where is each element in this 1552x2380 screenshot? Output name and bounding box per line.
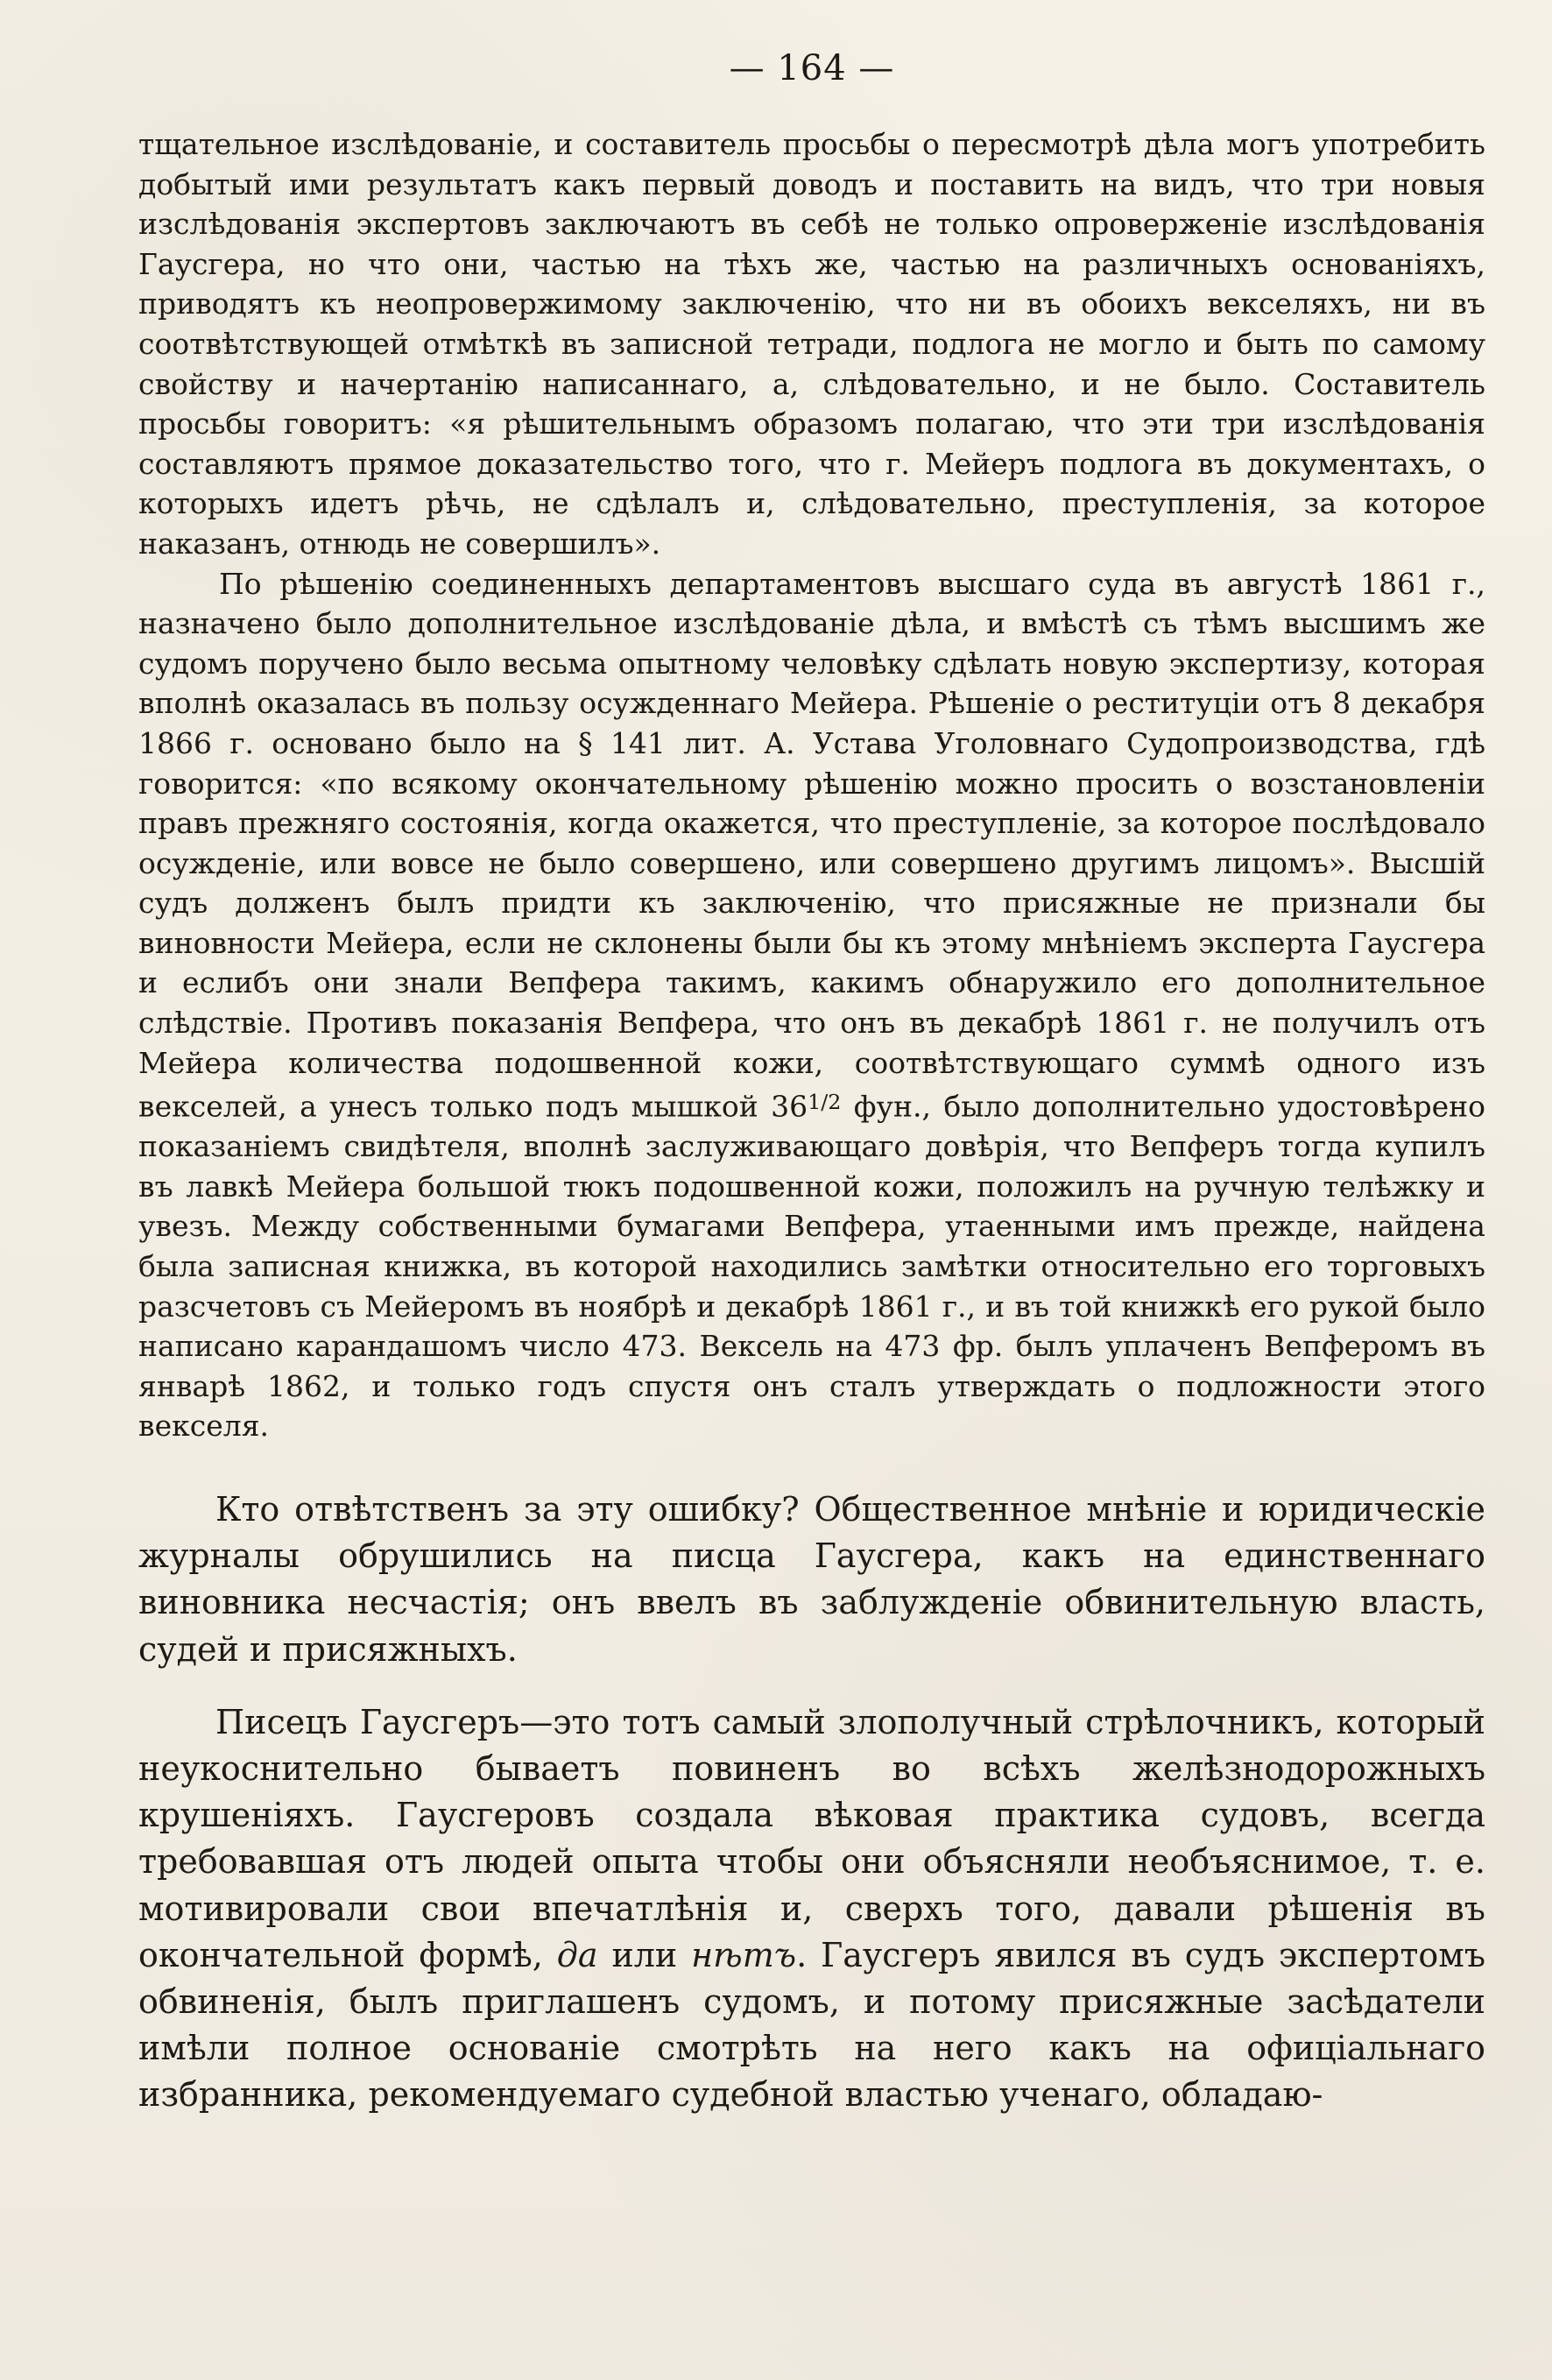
italic-word: да [556,1935,598,1974]
paragraph-responsibility: Кто отвѣтственъ за эту ошибку? Общественное мнѣніе и юридическіе журналы обрушились на писца Гаусгера, какъ на единственнаго виновника несчастія; онъ ввелъ въ заблужденіе обвинительную власть, судей и присяжныхъ. [138,1489,1485,1669]
small-print-section [138,124,1485,1446]
paragraph-continuation: тщательное изслѣдованіе, и составитель просьбы о пересмотрѣ дѣла могъ употребить добытый ими результатъ какъ первый доводъ и поставить на видъ, что три новыя изслѣдованія экспертовъ заключаютъ въ себѣ не только опроверженіе изслѣдованія Гаусгера, но что они, частью на тѣхъ же, частью на различныхъ основаніяхъ, приводятъ къ неопровержимому заключенію, что ни въ обоихъ векселяхъ, ни въ соотвѣтствующей отмѣткѣ въ записной тетради, подлога не могло и быть по самому свойству и начертанію написаннаго, а, слѣдовательно, и не было. Составитель просьбы говоритъ: «я рѣшительнымъ образомъ полагаю, что эти три изслѣдованія составляютъ прямое доказательство того, что г. Мейеръ подлога въ документахъ, о которыхъ идетъ рѣчь, не сдѣлалъ и, слѣдовательно, преступленія, за которое наказанъ, отнюдь не совершилъ». [138,127,1485,561]
paragraph-text: По рѣшенію соединенныхъ департаментовъ высшаго суда въ августѣ 1861 г., назначено было дополнительное изслѣдованіе дѣла, и вмѣстѣ съ тѣмъ высшимъ же судомъ поручено было весьма опытному человѣку сдѣлать новую экспертизу, которая вполнѣ оказалась въ пользу осужденнаго Мейера. Рѣшеніе о реституціи отъ 8 декабря 1866 г. основано было на § 141 лит. А. Устава Уголовнаго Судопроизводства, гдѣ говорится: «по всякому окончательному рѣшенію можно просить о возстановленіи правъ прежняго состоянія, когда окажется, что преступленіе, за которое послѣдовало осужденіе, или вовсе не было совершено, или совершено другимъ лицомъ». Высшій судъ долженъ былъ придти къ заключенію, что присяжные не признали бы виновности Мейера, если не склонены были бы къ этому мнѣніемъ эксперта Гаусгера и еслибъ они знали Вепфера такимъ, какимъ обнаружило его дополнительное слѣдствіе. Противъ показанія Вепфера, что онъ въ декабрѣ 1861 г. не получилъ отъ Мейера количества подошвенной кожи, соотвѣтствующаго суммѣ одного изъ векселей, а унесъ только подъ мышкой 36 [138,566,1485,1124]
italic-word: нѣтъ [691,1935,797,1974]
page-number: — 164 — [729,48,895,88]
paragraph-text: . Гаусгеръ явился въ судъ экспертомъ обвиненія, былъ приглашенъ судомъ, и потому присяжные засѣдатели имѣли полное основаніе смотрѣть на него какъ на офиціальнаго избранника, рекомендуемаго судебной властью ученаго, обладаю- [138,1935,1486,2115]
paragraph-restitution [138,564,1485,1446]
paragraph-text: фун., было дополнительно удостовѣрено показаніемъ свидѣтеля, вполнѣ заслуживающаго довѣрія, что Вепферъ тогда купилъ въ лавкѣ Мейера большой тюкъ подошвенной кожи, положилъ на ручную телѣжку и увезъ. Между собственными бумагами Вепфера, утаенными имъ прежде, найдена была записная книжка, въ которой находились замѣтки относительно его торговыхъ разсчетовъ съ Мейеромъ въ ноябрѣ и декабрѣ 1861 г., и въ той книжкѣ его рукой было написано карандашомъ число 473. Вексель на 473 фр. былъ уплаченъ Вепферомъ въ январѣ 1862, и только годъ спустя онъ сталъ утверждать о подложности этого векселя. [138,1089,1485,1444]
paragraph-text: или [597,1935,692,1974]
paragraph-text: Писецъ Гаусгеръ—это тотъ самый злополучный стрѣлочникъ, который неукоснительно бываетъ повиненъ во всѣхъ желѣзнодорожныхъ крушеніяхъ. Гаусгеровъ создала вѣковая практика судовъ, всегда требовавшая отъ людей опыта чтобы они объясняли необъяснимое, т. е. мотивировали свои впечатлѣнія и, сверхъ того, давали рѣшенія въ окончательной формѣ, [138,1702,1485,1974]
paragraph-hausger [138,1699,1485,2119]
large-print-section [138,1487,1485,2119]
fraction-one-half: 1/2 [808,1090,842,1115]
